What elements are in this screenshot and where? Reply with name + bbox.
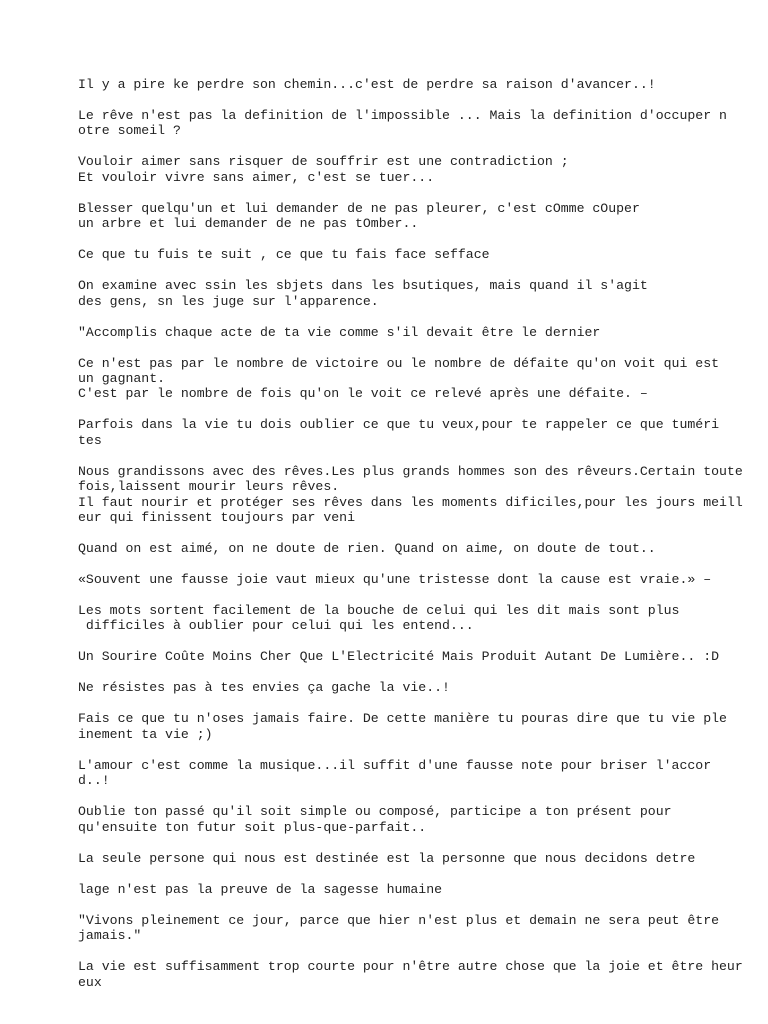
paragraph (78, 680, 738, 695)
text-line: Oublie ton passé qu'il soit simple ou composé, participe a ton présent pour (78, 804, 672, 820)
paragraph (78, 572, 738, 587)
text-line: Nous grandissons avec des rêves.Les plus grands hommes son des rêveurs.Certain toute (78, 463, 743, 479)
paragraph (78, 913, 738, 944)
text-line: Les mots sortent facilement de la bouche de celui qui les dit mais sont plus (78, 603, 680, 619)
text-line: Le rêve n'est pas la definition de l'impossible ... Mais la definition d'occuper n (78, 108, 727, 123)
text-line: Blesser quelqu'un et lui demander de ne pas pleurer, c'est cOmme cOuper (78, 200, 640, 216)
paragraph (78, 463, 743, 526)
paragraph (78, 541, 738, 556)
text-line: La seule persone qui nous est destinée est la personne que nous decidons detre (78, 850, 696, 866)
text-line: Quand on est aimé, on ne doute de rien. Quand on aime, on doute de tout.. (78, 541, 656, 557)
paragraph (78, 77, 738, 92)
paragraph (78, 711, 738, 742)
text-line: tes (78, 432, 102, 448)
text-line: eux (78, 974, 102, 990)
text-line: Et vouloir vivre sans aimer, c'est se tuer... (78, 169, 435, 185)
text-line: Il y a pire ke perdre son chemin...c'est de perdre sa raison d'avancer..! (78, 77, 656, 92)
paragraph (78, 247, 738, 262)
paragraph (78, 882, 738, 897)
paragraph (78, 325, 738, 340)
text-line: Ne résistes pas à tes envies ça gache la vie..! (78, 680, 450, 696)
text-line: qu'ensuite ton futur soit plus-que-parfait.. (78, 819, 427, 835)
text-line: "Accomplis chaque acte de ta vie comme s'il devait être le dernier (78, 324, 601, 340)
paragraph (78, 758, 738, 789)
text-line: Il faut nourir et protéger ses rêves dans les moments dificiles,pour les jours meill (78, 494, 743, 510)
paragraph (78, 154, 738, 185)
text-line: otre someil ? (78, 123, 181, 139)
text-line: fois,laissent mourir leurs rêves. (78, 479, 340, 495)
text-line: d..! (78, 773, 110, 789)
paragraph (78, 959, 743, 990)
text-line: un arbre et lui demander de ne pas tOmber.. (78, 216, 419, 232)
text-line: La vie est suffisamment trop courte pour n'être autre chose que la joie et être heur (78, 959, 743, 975)
paragraph (78, 356, 738, 402)
paragraph (78, 201, 738, 232)
text-line: Ce n'est pas par le nombre de victoire ou le nombre de défaite qu'on voit qui est (78, 355, 720, 371)
paragraph (78, 851, 738, 866)
paragraph (78, 804, 738, 835)
paragraph (78, 278, 738, 309)
text-line: On examine avec ssin les sbjets dans les bsutiques, mais quand il s'agit (78, 278, 648, 294)
text-line: difficiles à oublier pour celui qui les entend... (78, 618, 474, 634)
text-line: L'amour c'est comme la musique...il suffit d'une fausse note pour briser l'accor (78, 757, 712, 773)
text-line: lage n'est pas la preuve de la sagesse humaine (78, 881, 443, 897)
text-line: Fais ce que tu n'oses jamais faire. De cette manière tu pouras dire que tu vie ple (78, 711, 727, 727)
text-line: Parfois dans la vie tu dois oublier ce que tu veux,pour te rappeler ce que tuméri (78, 417, 720, 433)
text-line: jamais." (78, 928, 142, 944)
text-line: un gagnant. (78, 371, 166, 387)
paragraph (78, 108, 738, 139)
text-line: des gens, sn les juge sur l'apparence. (78, 293, 379, 309)
text-line: inement ta vie ;) (78, 726, 213, 742)
paragraph (78, 603, 738, 634)
document-body (78, 77, 743, 1006)
text-line: "Vivons pleinement ce jour, parce que hier n'est plus et demain ne sera peut être (78, 912, 720, 928)
paragraph (78, 417, 738, 448)
paragraph (78, 649, 738, 664)
text-line: Ce que tu fuis te suit , ce que tu fais face sefface (78, 247, 490, 263)
text-line: eur qui finissent toujours par veni (78, 510, 355, 526)
text-line: Vouloir aimer sans risquer de souffrir est une contradiction ; (78, 154, 569, 170)
text-line: «Souvent une fausse joie vaut mieux qu'une tristesse dont la cause est vraie.» – (78, 572, 712, 588)
text-line: Un Sourire Coûte Moins Cher Que L'Electricité Mais Produit Autant De Lumière.. :D (78, 649, 720, 665)
text-line: C'est par le nombre de fois qu'on le voit ce relevé après une défaite. – (78, 386, 648, 402)
